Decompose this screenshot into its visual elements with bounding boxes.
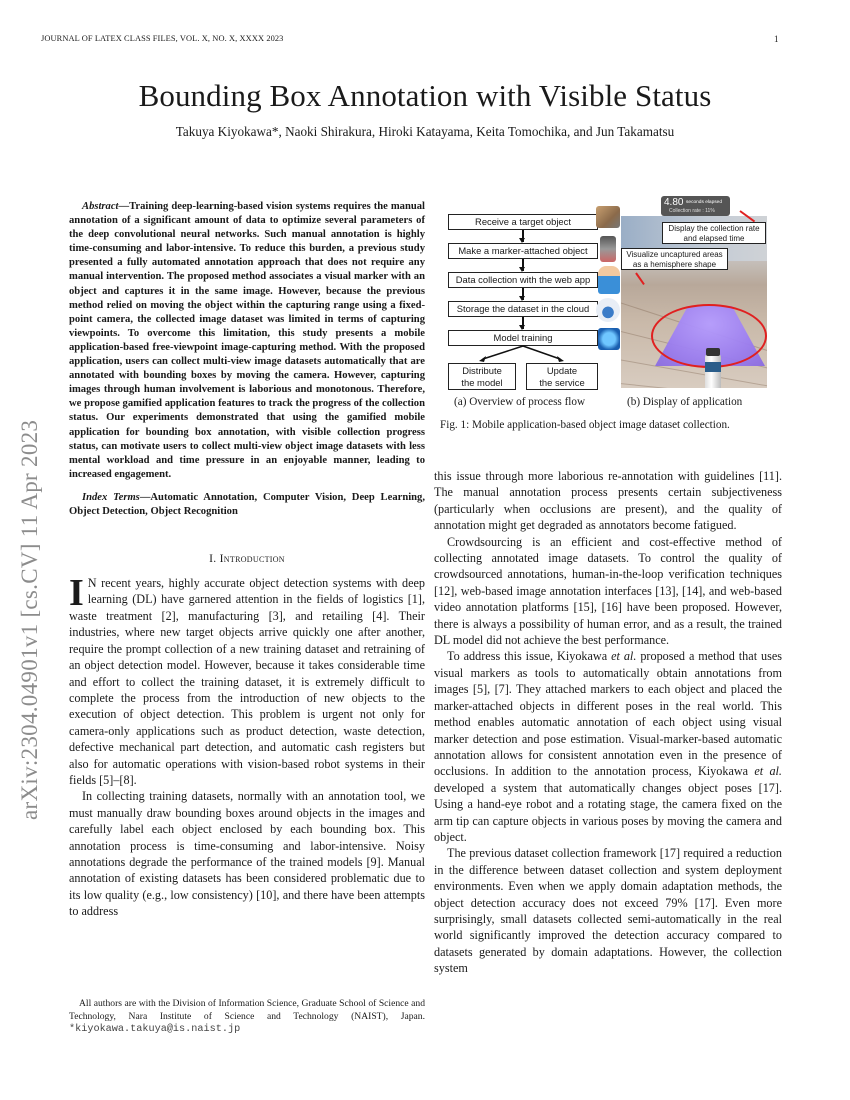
- dropcap-letter: I: [69, 572, 84, 615]
- flow-step-training: Model training: [448, 330, 598, 346]
- intro-paragraph-4: To address this issue, Kiyokawa et al. proposed a method that uses visual markers as tools to automatically obtain annotations from images [5], [7]. They attached markers to each object and placed the marker-attached objects in different poses in the real world. This method enables automatic annotation of each object using visual marker detection and pose estimation. Visual-marker-based automatic annotation allows for consistent annotation even in the presence of occlusions. In addition to the annotation process, Kiyokawa et al. developed a system that automatically changes object poses [17]. Using a hand-eye robot and a rotating stage, the camera fixed on the arm tip can capture objects in various poses by moving the camera and object.: [434, 649, 783, 844]
- target-object-bottle: [705, 354, 721, 388]
- abstract-text: —Training deep-learning-based vision systems requires the manual annotation of a significant amount of data to optimize several parameters of the deep convolutional neural networks. Such manual annotation is highly time-consuming and labor-intensive. To reduce this burden, a previous study presented a fully automated annotation approach that does not require any manual intervention. The proposed method associates a visual marker with an object and captures it in the same image. However, because the previous method relied on moving the object within the capturing range using a fixed-point camera, the collected image dataset was limited in terms of capturing viewpoints. To overcome this limitation, this study presents a mobile application-based free-viewpoint image-capturing method. With the proposed application, users can collect multi-view image datasets automatically that are annotated with bounding boxes by moving the camera. However, capturing images through human involvement is laborious and monotonous. Therefore, we propose gamified application features to track the progress of the collection status. Our experiments demonstrated that using the gamified mobile application for bounding box annotation, with visible collection progress status, can motivate users to collect multi-view object image datasets with less mental workload and time pressure in an enjoyable manner, leading to increased engagement.: [69, 201, 425, 480]
- collection-status-overlay: [661, 196, 730, 216]
- arxiv-identifier-stamp: arXiv:2304.04901v1 [cs.CV] 11 Apr 2023: [17, 419, 42, 820]
- intro-paragraph-5: The previous dataset collection framework [17] required a reduction in the difference between dataset collection and system deployment environments. Even when we apply domain adaptation methods, the object detection accuracy does not exceed 79% [17]. Even more surprisingly, small datasets collected semi-automatically in the real world significantly improved the detection accuracy compared to datasets generated by domain adaptations. However, the collection system: [434, 846, 782, 976]
- flow-step-update: Update the service: [526, 363, 598, 390]
- marker-object-illustration-icon: [600, 236, 616, 262]
- intro-paragraph-2: In collecting training datasets, normally with an annotation tool, we must manually draw bounding boxes around objects in the images and carefully label each object enclosed by each bounding box. This annotation process is time-consuming and labor-intensive. Noisy annotations degrade the performance of the trained models [9]. Manual annotation of existing datasets has been considered problematic due to its low quality (e.g., low consistency) [10], and there have been attempts to address: [69, 789, 425, 919]
- author-email: *kiyokawa.takuya@is.naist.jp: [69, 1024, 241, 1035]
- arrow-down-icon: [522, 288, 524, 300]
- intro-paragraph-3: Crowdsourcing is an efficient and cost-effective method of collecting annotated image datasets. To control the quality of crowdsourced annotations, human-in-the-loop verification techniques [12], web-based image annotation interfaces [13], [14], and web-based video annotation platforms [15], [16] have been proposed. However, there is always a possibility of human error, and as a result, the trained DL model did not achieve the best performance.: [434, 534, 782, 648]
- abstract-label: Abstract: [82, 201, 119, 212]
- section-heading-introduction: I. Introduction: [209, 552, 285, 566]
- abstract: [69, 200, 425, 482]
- boxes-illustration-icon: [596, 206, 620, 228]
- intro-paragraph-2-continued: this issue through more laborious re-annotation with guidelines [11]. The manual annotation process presents certain subjectiveness (particularly when occlusions are present), and the quality of annotation might get degraded as annotators become fatigued.: [434, 469, 782, 533]
- person-with-phone-illustration-icon: [598, 266, 620, 294]
- page-number: 1: [774, 34, 779, 44]
- left-column: [69, 200, 425, 920]
- callout-hemisphere: Visualize uncaptured areas as a hemisphere shape: [621, 248, 728, 270]
- elapsed-label: seconds elapsed: [686, 200, 723, 205]
- flow-step-storage: Storage the dataset in the cloud: [448, 301, 598, 317]
- subcaption-a: (a) Overview of process flow: [454, 396, 586, 408]
- brain-ai-illustration-icon: [598, 328, 620, 350]
- figure-1: [440, 196, 800, 446]
- intro-paragraph-1: I N recent years, highly accurate object detection systems with deep learning (DL) have garnered attention in the fields of logistics [1], waste treatment [2], manufacturing [3], and retailing [4]. Their industries, where new target objects arrive quickly one after another, require the prompt collection of a new training dataset and retraining of an object detection model. However, because it takes considerable time and effort to collect the training dataset, it is extremely difficult to complete the process from the introduction of new objects to the execution of object detection. This problem is urgent not only for camera-only applications such as product detection, waste detection, defective mechanical part detection, and automatic cash registers but also for automatic operations with vision-based robot systems in their fields [5]–[8].: [69, 572, 425, 787]
- index-terms-text: —Automatic Annotation, Computer Vision, Deep Learning, Object Detection, Object Recognition: [69, 491, 425, 517]
- right-column: [434, 468, 782, 977]
- subcaption-b: (b) Display of application: [627, 396, 743, 408]
- flow-step-collection: Data collection with the web app: [448, 272, 598, 288]
- flow-step-distribute: Distribute the model: [448, 363, 516, 390]
- index-terms: [69, 491, 425, 519]
- cloud-storage-illustration-icon: [596, 298, 620, 322]
- flow-step-receive: Receive a target object: [448, 214, 598, 230]
- running-head: JOURNAL OF LATEX CLASS FILES, VOL. X, NO. X, XXXX 2023: [41, 34, 284, 43]
- index-terms-label: Index Terms: [82, 491, 140, 503]
- collection-rate: Collection rate : 11%: [669, 208, 715, 214]
- callout-status: Display the collection rate and elapsed time: [662, 222, 766, 244]
- author-list: Takuya Kiyokawa*, Naoki Shirakura, Hiroki Katayama, Keita Tomochika, and Jun Takamatsu: [175, 124, 675, 139]
- arrow-down-icon: [522, 230, 524, 242]
- figure-caption: Fig. 1: Mobile application-based object image dataset collection.: [440, 419, 730, 431]
- branch-arrows-icon: [448, 345, 598, 363]
- paper-title: Bounding Box Annotation with Visible Status: [138, 78, 712, 113]
- arrow-down-icon: [522, 259, 524, 271]
- elapsed-seconds: 4.80: [664, 197, 684, 208]
- process-flow-diagram: [448, 206, 620, 391]
- affiliation-footnote: All authors are with the Division of Information Science, Graduate School of Science and Technology, Nara Institute of Science and Technology (NAIST), Japan. *kiyokawa.takuya@is.naist.jp: [69, 998, 425, 1035]
- arrow-down-icon: [522, 317, 524, 329]
- flow-step-marker: Make a marker-attached object: [448, 243, 598, 259]
